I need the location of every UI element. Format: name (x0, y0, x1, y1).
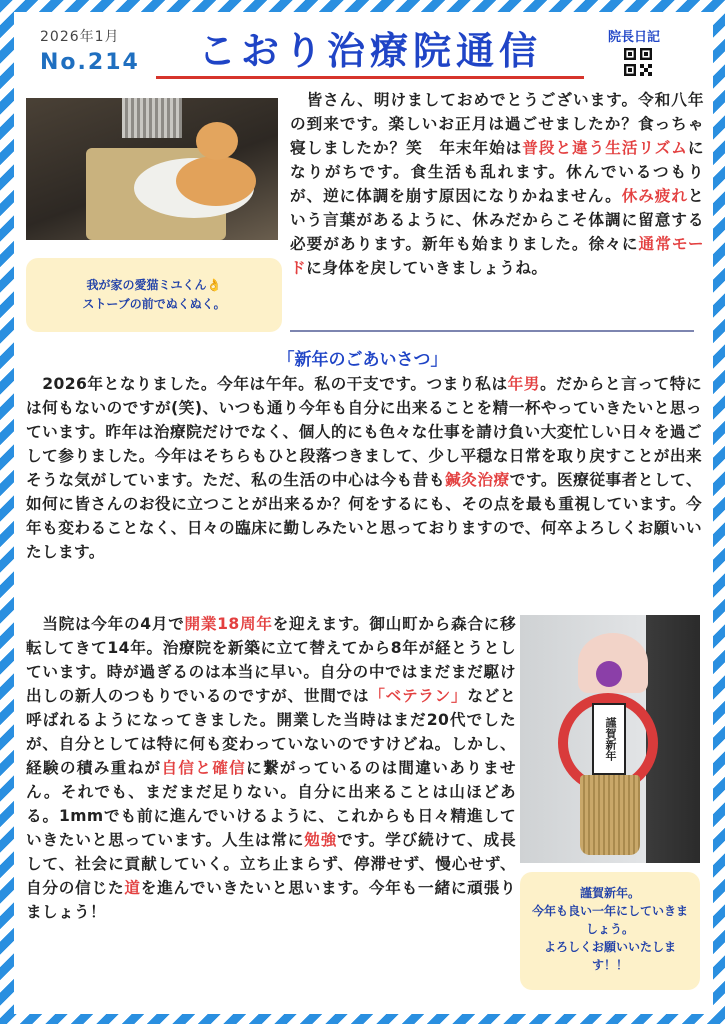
p2-text-f: を進んでいきたいと思います。今年も一緒に頑張りましょう！ (26, 879, 516, 921)
p2-highlight-5: 道 (124, 879, 141, 897)
intro-text-3: という言葉があるように、休みだからこそ体調に留意する必要があります。新年も始まりました。徐々に (290, 187, 704, 253)
p2-highlight-3: 自信と確信 (161, 759, 247, 777)
intro-highlight-1: 普段と違う生活リズム (522, 139, 688, 157)
decoration-sign: 謹賀新年 (592, 703, 626, 775)
decoration-photo-caption (520, 872, 700, 990)
p2-text-d: に繋がっているのは間違いありません。それでも、まだまだ足りない。自分に出来ることは山ほどある。1mmでも前に進んでいけるように、これからも日々精進していきたいと思っています。人生は常に (26, 759, 516, 849)
greeting-paragraph (26, 372, 702, 564)
diary-label: 院長日記 (608, 30, 661, 45)
section-divider (290, 330, 694, 332)
section-heading: 「新年のごあいさつ」 (277, 350, 448, 370)
p1-text-b: 。だからと言って特には何もないのですが(笑)、いつも通り今年も自分に出来ることを精一杯やっていきたいと思っています。昨年は治療院だけでなく、個人的にも色々な仕事を請け負い大変忙しい日々を過ごして参りました。今年はそちらもひと段落つきまして、少し平穏な日常を取り戻すことが出来そうな気がしています。ただ、私の生活の中心は今も昔も (26, 375, 702, 489)
intro-text-4: に身体を戻していきましょうね。 (306, 259, 548, 277)
p1-highlight-2: 鍼灸治療 (445, 471, 510, 489)
intro-text-2: になりがちです。食生活も乱れます。休んでいるつもりが、逆に体調を崩す原因になりかねません。 (290, 139, 704, 205)
cat-back (176, 156, 256, 206)
issue-date: 2026年1月 (40, 29, 120, 45)
p2-highlight-1: 開業18周年 (184, 615, 273, 633)
intro-paragraph (290, 88, 704, 280)
anniversary-paragraph (26, 612, 516, 924)
intro-text-1: 皆さん、明けましておめでとうございます。令和八年の到来です。楽しいお正月は過ごせましたか？食っちゃ寝しましたか？笑 年末年始は (290, 91, 704, 157)
p2-highlight-2: 「ベテラン」 (369, 687, 468, 705)
newsletter-title: こおり治療院通信 (197, 29, 542, 73)
cat-photo-caption (26, 258, 282, 332)
intro-highlight-2: 休み疲れ (621, 187, 688, 205)
p1-highlight-1: 年男 (507, 375, 541, 393)
title-underline (156, 76, 584, 79)
issue-number: No.214 (40, 50, 140, 75)
cat-photo (26, 98, 278, 240)
p2-text-a: 当院は今年の4月で (26, 615, 185, 633)
p1-text-c: です。医療従事者として、如何に皆さんのお役に立つことが出来るか？何をするにも、その点を最も重視しています。今年も変わることなく、日々の臨床に勤しみたいと思っておりますので、何卒よろしくお願いいたします。 (26, 471, 702, 561)
p2-text-e: です。学び続けて、成長して、社会に貢献していく。立ち止まらず、停滞せず、慢心せず、自分の信じた (26, 831, 516, 897)
qr-code-icon[interactable] (624, 48, 652, 76)
intro-highlight-3: 通常モード (290, 235, 704, 277)
p2-text-c: などと呼ばれるようになってきました。開業した当時はまだ20代でしたが、自分としては特に何も変わっていないのですけどね。しかし、経験の積み重ねが (26, 687, 517, 777)
p1-text-a: 2026年となりました。今年は午年。私の干支です。つまり私は (26, 375, 508, 393)
stove (122, 98, 182, 138)
cat-caption-text: 我が家の愛猫ミユくん👌 ストーブの前でぬくぬく。 (82, 278, 226, 311)
new-year-decoration-photo (520, 615, 700, 863)
p2-text-b: を迎えます。御山町から森合に移転してきて14年。治療院を新築に立て替えてから8年が経とうとしています。時が過ぎるのは本当に早い。自分の中ではまだまだ駆け出しの新人のつもりでいるのですが、世間では (26, 615, 516, 705)
decoration-flower (596, 661, 622, 687)
decoration-caption-text: 謹賀新年。 今年も良い一年にしていきましょう。 よろしくお願いいたします！！ (531, 886, 688, 972)
cat-head (196, 122, 238, 160)
decoration-straw (580, 775, 640, 855)
p2-highlight-4: 勉強 (304, 831, 338, 849)
